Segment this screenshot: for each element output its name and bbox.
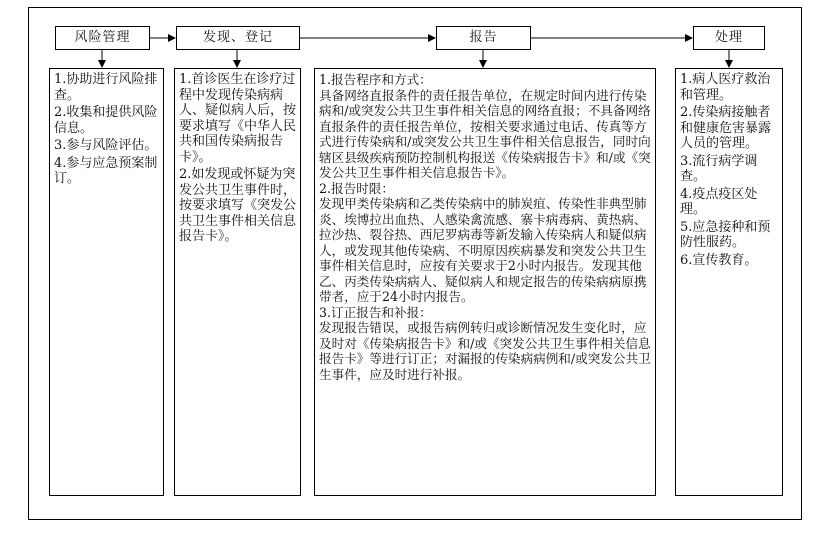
- report-heading-procedure: 1.报告程序和方式：: [319, 72, 432, 87]
- handle-item: 6.宣传教育。: [680, 252, 758, 268]
- header-report: 报告: [436, 26, 531, 50]
- column-risk-management: [49, 68, 164, 496]
- risk-item: 2.收集和提供风险信息。: [54, 105, 158, 136]
- risk-item: 1.协助进行风险排查。: [54, 72, 158, 103]
- handle-item: 4.疫点疫区处理。: [680, 186, 758, 217]
- discover-item: 1.首诊医生在诊疗过程中发现传染病病人、疑似病人后，按要求填写《中华人民共和国传染病报告卡》。: [179, 72, 297, 165]
- report-text-timelimit: 发现甲类传染病和乙类传染病中的肺炭疽、传染性非典型肺炎、埃博拉出血热、人感染禽流感、寨卡病毒病、黄热病、拉沙热、裂谷热、西尼罗病毒等新发输入传染病人和疑似病人，或发现其他传染病、不明原因疾病暴发和突发公共卫生事件相关信息时，应按有关要求于2小时内报告。发现其他乙、丙类传染病病人、疑似病人和规定报告的传染病病原携带者，应于24小时内报告。: [319, 196, 647, 304]
- header-discover-register: 发现、登记: [176, 26, 300, 50]
- discover-item: 2.如发现或怀疑为突发公共卫生事件时，按要求填写《突发公共卫生事件相关信息报告卡》。: [179, 167, 297, 244]
- report-heading-correction: 3.订正报告和补报：: [319, 304, 432, 320]
- handle-item: 2.传染病接触者和健康危害暴露人员的管理。: [680, 105, 772, 151]
- column-handle: [675, 68, 783, 496]
- header-risk-management: 风险管理: [55, 26, 150, 50]
- report-text-correction: 发现报告错误，或报告病例转归或诊断情况发生变化时，应及时对《传染病报告卡》和/或《突发公共卫生事件相关信息报告卡》等进行订正；对漏报的传染病病例和/或突发公共卫生事件，应及时进行补报。: [319, 320, 651, 382]
- header-handle: 处理: [693, 26, 765, 50]
- handle-item: 3.流行病学调查。: [680, 153, 758, 184]
- risk-item: 4.参与应急预案制订。: [54, 155, 158, 186]
- handle-item: 1.病人医疗救治和管理。: [680, 72, 771, 103]
- column-discover-register: [174, 68, 301, 496]
- column-report: [314, 68, 656, 496]
- handle-item: 5.应急接种和预防性服药。: [680, 219, 771, 250]
- risk-item: 3.参与风险评估。: [54, 138, 158, 153]
- report-text-procedure: 具备网络直报条件的责任报告单位，在规定时间内进行传染病和/或突发公共卫生事件相关信息的网络直报；不具备网络直报条件的责任报告单位，按相关要求通过电话、传真等方式进行传染病和/或突发公共卫生事件相关信息报告，同时向辖区县级疾病预防控制机构报送《传染病报告卡》和/或《突发公共卫生事件相关信息报告卡》。: [319, 87, 651, 180]
- report-heading-timelimit: 2.报告时限：: [319, 180, 394, 196]
